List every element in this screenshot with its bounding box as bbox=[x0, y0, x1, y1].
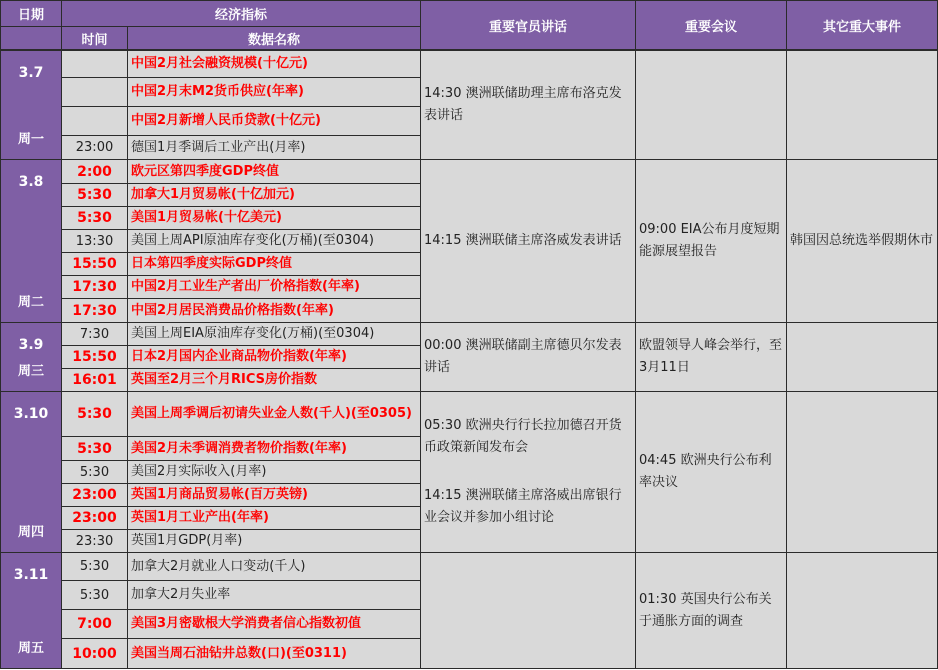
speech-cell bbox=[420, 322, 636, 392]
date-label: 3.10 bbox=[13, 406, 49, 422]
indicator-name: 美国上周季调后初请失业金人数(千人)(至0305) bbox=[127, 391, 421, 437]
indicator-time: 5:30 bbox=[61, 552, 128, 581]
indicator-time: 13:30 bbox=[61, 229, 128, 253]
indicator-name: 加拿大2月失业率 bbox=[127, 580, 421, 610]
indicator-time: 10:00 bbox=[61, 638, 128, 669]
indicator-name: 日本2月国内企业商品物价指数(年率) bbox=[127, 345, 421, 369]
date-label: 3.8 bbox=[18, 174, 44, 190]
indicator-time: 23:00 bbox=[61, 135, 128, 160]
weekday-label: 周五 bbox=[17, 641, 44, 656]
speech-cell bbox=[420, 50, 636, 160]
meeting-cell bbox=[635, 50, 787, 160]
meeting-cell-item: 01:30 英国央行公布关于通胀方面的调查 bbox=[639, 591, 772, 629]
header-time: 时间 bbox=[61, 26, 128, 50]
indicator-time bbox=[61, 106, 128, 136]
header-date: 日期 bbox=[0, 0, 62, 27]
indicator-name: 中国2月工业生产者出厂价格指数(年率) bbox=[127, 275, 421, 299]
other-event-cell bbox=[786, 552, 938, 669]
indicator-time bbox=[61, 50, 128, 78]
indicator-time: 5:30 bbox=[61, 460, 128, 484]
indicator-time: 5:30 bbox=[61, 206, 128, 230]
meeting-cell bbox=[635, 552, 787, 669]
indicator-time: 15:50 bbox=[61, 252, 128, 276]
date-label: 3.11 bbox=[13, 567, 49, 583]
indicator-name: 美国上周API原油库存变化(万桶)(至0304) bbox=[127, 229, 421, 253]
indicator-name: 中国2月居民消费品价格指数(年率) bbox=[127, 298, 421, 323]
header-others: 其它重大事件 bbox=[786, 0, 938, 50]
indicator-name: 中国2月末M2货币供应(年率) bbox=[127, 77, 421, 107]
indicator-name: 英国1月商品贸易帐(百万英镑) bbox=[127, 483, 421, 507]
indicator-name: 美国上周EIA原油库存变化(万桶)(至0304) bbox=[127, 322, 421, 346]
indicator-time bbox=[61, 77, 128, 107]
indicator-name: 美国1月贸易帐(十亿美元) bbox=[127, 206, 421, 230]
indicator-name: 中国2月新增人民币贷款(十亿元) bbox=[127, 106, 421, 136]
speech-cell-item: 00:00 澳洲联储副主席德贝尔发表讲话 bbox=[424, 338, 622, 375]
other-event-cell-item: 韩国因总统选举假期休市 bbox=[790, 233, 934, 248]
indicator-time: 7:00 bbox=[61, 609, 128, 639]
indicator-time: 16:01 bbox=[61, 368, 128, 392]
date-cell bbox=[0, 552, 62, 669]
indicator-name: 加拿大1月贸易帐(十亿加元) bbox=[127, 183, 421, 207]
meeting-cell bbox=[635, 322, 787, 392]
indicator-time: 2:00 bbox=[61, 159, 128, 184]
header-meetings: 重要会议 bbox=[635, 0, 787, 50]
date-label: 3.7 bbox=[18, 65, 44, 81]
date-label: 3.9 bbox=[18, 337, 44, 353]
indicator-time: 5:30 bbox=[61, 436, 128, 461]
meeting-cell bbox=[635, 159, 787, 323]
speech-cell bbox=[420, 159, 636, 323]
speech-cell-item: 14:15 澳洲联储主席洛威出席银行业会议并参加小组讨论 bbox=[424, 488, 622, 525]
indicator-time: 23:30 bbox=[61, 529, 128, 553]
weekday-label: 周二 bbox=[17, 295, 44, 310]
header-speeches: 重要官员讲话 bbox=[420, 0, 636, 50]
indicator-time: 23:00 bbox=[61, 483, 128, 507]
weekday-label: 周三 bbox=[17, 364, 44, 379]
indicator-time: 15:50 bbox=[61, 345, 128, 369]
date-cell bbox=[0, 50, 62, 160]
other-event-cell bbox=[786, 159, 938, 323]
indicator-time: 17:30 bbox=[61, 275, 128, 299]
indicator-name: 美国当周石油钻井总数(口)(至0311) bbox=[127, 638, 421, 669]
indicator-name: 美国2月实际收入(月率) bbox=[127, 460, 421, 484]
indicator-time: 7:30 bbox=[61, 322, 128, 346]
weekday-label: 周一 bbox=[17, 132, 44, 147]
date-cell bbox=[0, 322, 62, 392]
header-date-blank bbox=[0, 26, 62, 50]
indicator-name: 欧元区第四季度GDP终值 bbox=[127, 159, 421, 184]
indicator-time: 5:30 bbox=[61, 391, 128, 437]
indicator-time: 23:00 bbox=[61, 506, 128, 530]
indicator-name: 加拿大2月就业人口变动(千人) bbox=[127, 552, 421, 581]
indicator-name: 德国1月季调后工业产出(月率) bbox=[127, 135, 421, 160]
meeting-cell-item: 04:45 欧洲央行公布利率决议 bbox=[639, 453, 772, 490]
header-econ: 经济指标 bbox=[61, 0, 421, 27]
other-event-cell bbox=[786, 322, 938, 392]
indicator-time: 17:30 bbox=[61, 298, 128, 323]
speech-cell-item: 05:30 欧洲央行行长拉加德召开货币政策新闻发布会 bbox=[424, 418, 622, 455]
indicator-time: 5:30 bbox=[61, 580, 128, 610]
date-cell bbox=[0, 391, 62, 553]
speech-cell bbox=[420, 552, 636, 669]
other-event-cell bbox=[786, 391, 938, 553]
indicator-name: 英国至2月三个月RICS房价指数 bbox=[127, 368, 421, 392]
weekday-label: 周四 bbox=[17, 525, 44, 540]
meeting-cell-item: 09:00 EIA公布月度短期能源展望报告 bbox=[639, 222, 780, 259]
speech-cell-item: 14:15 澳洲联储主席洛威发表讲话 bbox=[424, 233, 622, 248]
indicator-time: 5:30 bbox=[61, 183, 128, 207]
indicator-name: 英国1月工业产出(年率) bbox=[127, 506, 421, 530]
header-data-name: 数据名称 bbox=[127, 26, 421, 50]
date-cell bbox=[0, 159, 62, 323]
indicator-name: 美国2月未季调消费者物价指数(年率) bbox=[127, 436, 421, 461]
meeting-cell bbox=[635, 391, 787, 553]
indicator-name: 美国3月密歇根大学消费者信心指数初值 bbox=[127, 609, 421, 639]
speech-cell-item: 14:30 澳洲联储助理主席布洛克发表讲话 bbox=[424, 86, 622, 123]
meeting-cell-item: 欧盟领导人峰会举行，至3月11日 bbox=[639, 338, 783, 375]
indicator-name: 中国2月社会融资规模(十亿元) bbox=[127, 50, 421, 78]
indicator-name: 日本第四季度实际GDP终值 bbox=[127, 252, 421, 276]
speech-cell bbox=[420, 391, 636, 553]
indicator-name: 英国1月GDP(月率) bbox=[127, 529, 421, 553]
other-event-cell bbox=[786, 50, 938, 160]
